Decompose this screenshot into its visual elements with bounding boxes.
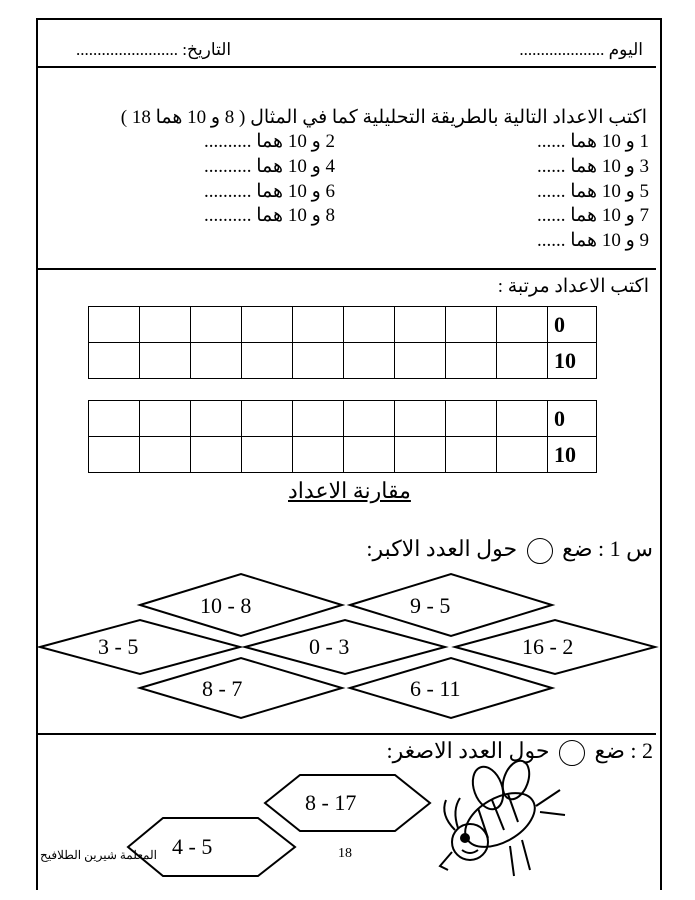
- diamond-shape: [40, 620, 240, 674]
- list-item: 2 و 10 هما ..........: [204, 131, 335, 152]
- list-item: 6 و 10 هما ..........: [204, 181, 335, 202]
- day-label: اليوم ....................: [519, 40, 643, 59]
- diamond-text: 16 - 2: [522, 634, 574, 659]
- hexagon-text: 4 - 5: [172, 834, 213, 859]
- grid-start-number: 10: [548, 437, 597, 473]
- diamond-text: 10 - 8: [200, 593, 252, 618]
- grid-start-number: 10: [548, 343, 597, 379]
- section1-instruction: اكتب الاعداد التالية بالطريقة التحليلية كما في المثال ( 8 و 10 هما 18 ): [120, 107, 647, 128]
- diamond-shape: [350, 574, 552, 636]
- list-item: 1 و 10 هما ......: [537, 131, 649, 152]
- page-number: 18: [338, 846, 352, 861]
- hexagon-text: 8 - 17: [305, 790, 357, 815]
- list-item: 7 و 10 هما ......: [537, 205, 649, 226]
- divider: [38, 733, 656, 735]
- date-label: التاريخ: ........................: [76, 40, 232, 59]
- grid-start-number: 0: [548, 401, 597, 437]
- diamond-text: 3 - 5: [98, 634, 139, 659]
- section3-title: مقارنة الاعداد: [288, 478, 411, 503]
- question1-suffix: حول العدد الاكبر:: [366, 536, 518, 561]
- diamond-text: 9 - 5: [410, 593, 451, 618]
- teacher-name: المعلمة شيرين الطلافيح: [40, 848, 157, 862]
- question2-prefix: 2 : ضع: [594, 738, 653, 763]
- section2-instruction: اكتب الاعداد مرتبة :: [497, 276, 649, 297]
- list-item: 3 و 10 هما ......: [537, 156, 649, 177]
- diamond-text: 0 - 3: [309, 634, 350, 659]
- diamond-text: 6 - 11: [410, 676, 461, 701]
- circle-icon: [559, 740, 585, 766]
- question2-suffix: حول العدد الاصغر:: [386, 738, 550, 763]
- grid-start-number: 0: [548, 307, 597, 343]
- list-item: 8 و 10 هما ..........: [204, 205, 335, 226]
- bee-cartoon: [440, 757, 565, 876]
- question1-prefix: س 1 : ضع: [562, 536, 653, 561]
- question2: [387, 738, 653, 766]
- list-item: 9 و 10 هما ......: [537, 230, 649, 251]
- list-item: 4 و 10 هما ..........: [204, 156, 335, 177]
- diamond-text: 8 - 7: [202, 676, 243, 701]
- list-item: 5 و 10 هما ......: [537, 181, 649, 202]
